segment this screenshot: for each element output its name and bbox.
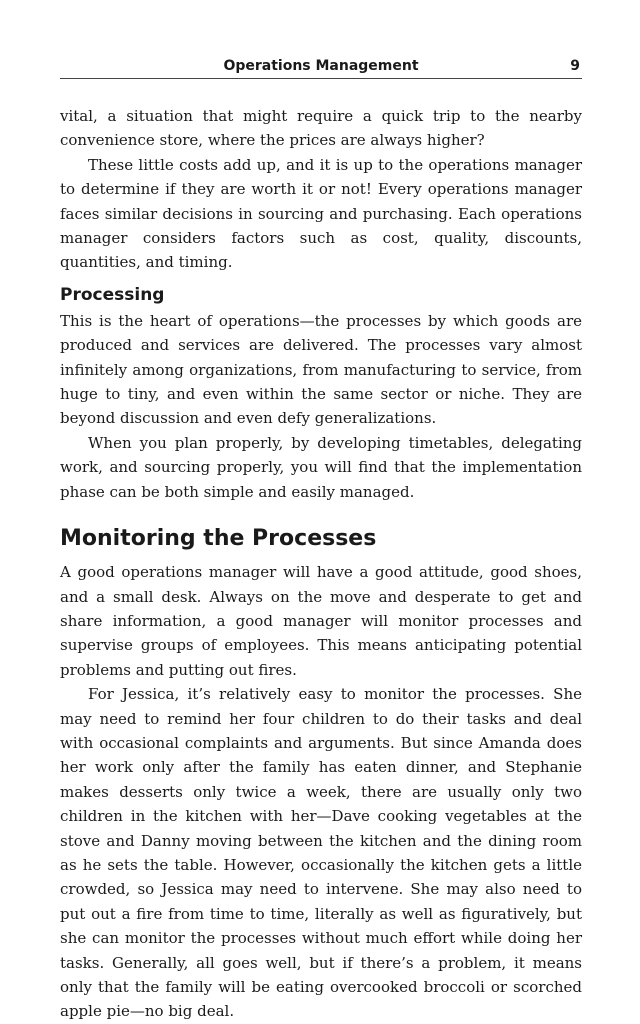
paragraph: This is the heart of operations—the processes by which goods are produced and services are delivered. The processes vary almost infinitely among organizations, from manufacturing to service, from huge to tiny, and even within the same sector or niche. They are beyond discussion and even defy generalizations. [60, 311, 582, 428]
paragraph: A good operations manager will have a good attitude, good shoes, and a small desk. Always on the move and desperate to get and share information, a good manager will monitor processes and supervise groups of employees. This means anticipating potential problems and putting out fires. [60, 563, 582, 679]
section-heading-monitoring: Monitoring the Processes [60, 526, 377, 552]
running-header [60, 56, 582, 79]
running-title: Operations Management [223, 58, 419, 74]
subsection-heading-processing: Processing [60, 284, 165, 305]
paragraph: When you plan properly, by developing timetables, delegating work, and sourcing properly, you will find that the implementation phase can be both simple and easily managed. [60, 433, 582, 501]
page-body [60, 104, 582, 1024]
paragraph: vital, a situation that might require a quick trip to the nearby convenience store, where the prices are always higher? [60, 107, 582, 150]
paragraph: These little costs add up, and it is up to the operations manager to determine if they are worth it or not! Every operations manager faces similar decisions in sourcing and purchasing. Each operations manager considers factors such as cost, quality, discounts, quantities, and timing. [60, 155, 582, 272]
paragraph: For Jessica, it’s relatively easy to monitor the processes. She may need to remind her four children to do their tasks and deal with occasional complaints and arguments. But since Amanda does her work only after the family has eaten dinner, and Stephanie makes desserts only twice a week, there are usually only two children in the kitchen with her—Dave cooking vegetables at the stove and Danny moving between the kitchen and the dining room as he sets the table. However, occasionally the kitchen gets a little crowded, so Jessica may need to intervene. She may also need to put out a fire from time to time, literally as well as figuratively, but she can monitor the processes without much effort while doing her tasks. Generally, all goes well, but if there’s a problem, it means only that the family will be eating overcooked broccoli or scorched apple pie—no big deal. [60, 685, 582, 1021]
page-number: 9 [570, 58, 580, 74]
